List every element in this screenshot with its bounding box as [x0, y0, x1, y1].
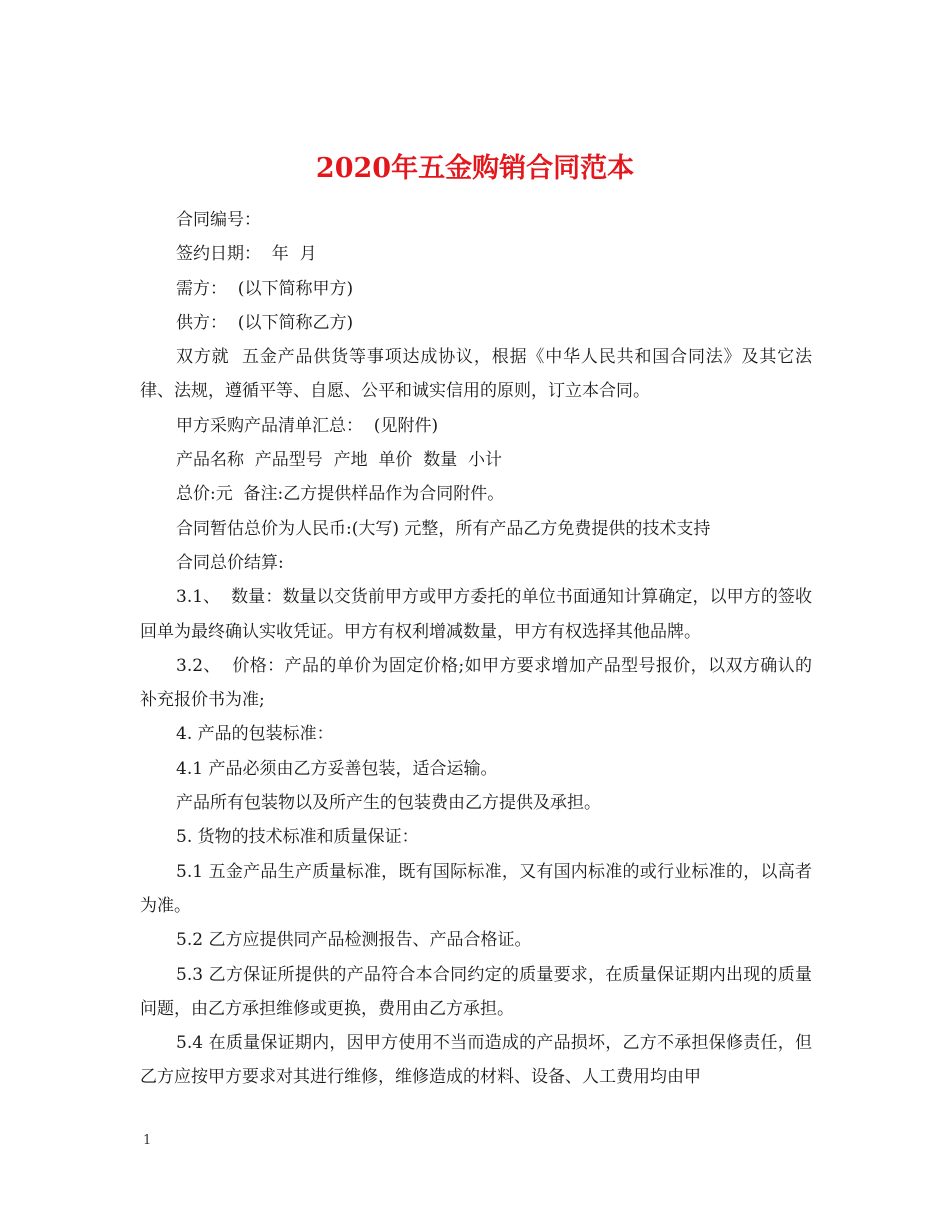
paragraph: 5.2 乙方应提供同产品检测报告、产品合格证。: [176, 930, 532, 951]
paragraph: 5.1 五金产品生产质量标准，既有国际标准，又有国内标准的或行业标准的，以高者为准。: [140, 861, 812, 916]
paragraph: 合同总价结算:: [176, 552, 284, 573]
paragraph: 双方就 五金产品供货等事项达成协议，根据《中华人民共和国合同法》及其它法律、法规，遵循平等、自愿、公平和诚实信用的原则，订立本合同。: [140, 347, 812, 402]
document-body: [140, 203, 812, 1095]
paragraph: 需方： (以下简称甲方): [176, 278, 354, 299]
paragraph: 产品名称 产品型号 产地 单价 数量 小计: [176, 450, 503, 471]
page-title: 2020年五金购销合同范本: [315, 153, 635, 185]
paragraph: 供方： (以下简称乙方): [176, 312, 354, 333]
paragraph: 4.1 产品必须由乙方妥善包装，适合运输。: [176, 758, 498, 779]
paragraph: 5.3 乙方保证所提供的产品符合本合同约定的质量要求，在质量保证期内出现的质量问题，由乙方承担维修或更换，费用由乙方承担。: [140, 964, 812, 1019]
paragraph: 甲方采购产品清单汇总： (见附件): [176, 415, 439, 436]
paragraph: 3.2、 价格：产品的单价为固定价格;如甲方要求增加产品型号报价，以双方确认的补充报价书为准;: [140, 655, 812, 711]
paragraph: 5.4 在质量保证期内，因甲方使用不当而造成的产品损坏，乙方不承担保修责任，但乙方应按甲方要求对其进行维修，维修造成的材料、设备、人工费用均由甲: [140, 1033, 812, 1088]
paragraph: 合同编号：: [176, 210, 261, 230]
paragraph: 5. 货物的技术标准和质量保证：: [176, 827, 419, 848]
paragraph: 总价:元 备注:乙方提供样品作为合同附件。: [176, 484, 505, 505]
paragraph: 4. 产品的包装标准：: [176, 724, 334, 745]
page-number: 1: [143, 1133, 152, 1148]
paragraph: 签约日期： 年 月: [176, 244, 317, 265]
paragraph: 产品所有包装物以及所产生的包装费由乙方提供及承担。: [176, 793, 601, 814]
paragraph: 合同暂估总价为人民币:(大写) 元整，所有产品乙方免费提供的技术支持: [176, 518, 711, 539]
paragraph: 3.1、 数量：数量以交货前甲方或甲方委托的单位书面通知计算确定，以甲方的签收回单为最终确认实收凭证。甲方有权利增减数量，甲方有权选择其他品牌。: [140, 587, 812, 642]
